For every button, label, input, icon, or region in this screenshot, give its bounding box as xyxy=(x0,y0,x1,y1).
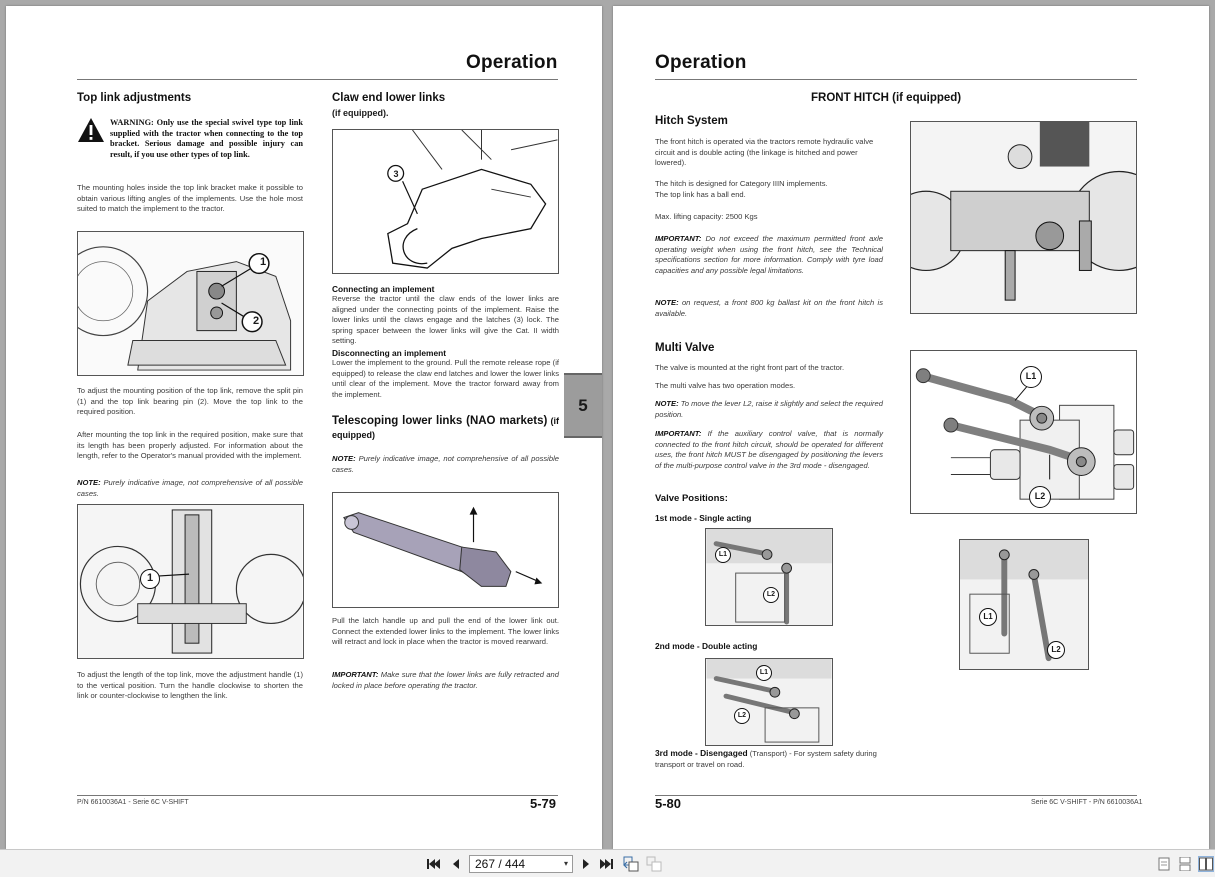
mode-3-description: (Transport) - For system safety during transport or travel on road. xyxy=(655,749,877,769)
important-text: If the auxiliary control valve, that is normally connected to the front hitch circuit, should be operated for different uses, the front hitch MUST be disengaged by positioning the levers of the multi-purpose control valve in the 3rd mode - disengaged. xyxy=(655,429,883,470)
note-text: on request, a front 800 kg ballast kit on the front hitch is available. xyxy=(655,298,883,318)
paragraph: Max. lifting capacity: 2500 Kgs xyxy=(655,212,758,221)
viewer-toolbar xyxy=(0,849,1215,877)
callout-3: 3 xyxy=(393,169,399,179)
section-title-multi-valve: Multi Valve xyxy=(655,342,715,354)
paragraph: Reverse the tractor until the claw ends of the lower links are aligned under the connecting points of the implement. Raise the lower links until the claws engage and the latches (3) lock. The spring spacer between the lower links will give the Cat. II width setting. xyxy=(332,294,559,346)
header-rule xyxy=(655,79,1137,80)
footer-rule xyxy=(655,795,1137,796)
callout-L1: L1 xyxy=(715,547,731,563)
note-text: To move the lever L2, raise it slightly and select the required position. xyxy=(655,399,883,419)
paragraph: The valve is mounted at the right front part of the tractor. xyxy=(655,363,845,372)
warning-icon xyxy=(77,117,105,143)
last-page-button[interactable] xyxy=(599,856,615,872)
important-text: Do not exceed the maximum permitted front axle operating weight when using the front hitch, see the Technical specifications section for more information. Comply with tyre load capacities and any possible legal limitations. xyxy=(655,234,883,275)
figure-mode-3 xyxy=(959,539,1089,670)
callout-L2: L2 xyxy=(1047,641,1065,659)
callout-1: 1 xyxy=(259,256,267,268)
callout-L2: L2 xyxy=(763,587,779,603)
go-forward-view-button[interactable] xyxy=(646,856,662,872)
telescoping-suffix: (if equipped) xyxy=(332,416,560,440)
paragraph: To adjust the mounting position of the top link, remove the split pin (1) and the top link bearing pin (2). Move the top link to the required position. xyxy=(77,386,303,417)
go-back-view-button[interactable] xyxy=(623,856,639,872)
note-label: NOTE: xyxy=(77,478,101,487)
page-header-title: Operation xyxy=(655,52,747,73)
callout-L1: L1 xyxy=(979,608,997,626)
prev-page-icon xyxy=(451,858,461,870)
note xyxy=(332,454,559,475)
important-note xyxy=(655,234,883,276)
section-title-telescoping xyxy=(332,414,559,442)
mode-3-text xyxy=(655,748,895,770)
previous-page-button[interactable] xyxy=(448,856,464,872)
callout-L1: L1 xyxy=(756,665,772,681)
note xyxy=(655,298,883,319)
page-5-80 xyxy=(613,6,1209,849)
important-note xyxy=(332,670,559,691)
page-number: 5-79 xyxy=(530,796,557,811)
subheading-disconnecting: Disconnecting an implement xyxy=(332,348,447,358)
note-label: NOTE: xyxy=(655,298,679,307)
mode-3-label: 3rd mode - Disengaged xyxy=(655,748,748,758)
figure-top-link-bracket xyxy=(77,231,304,376)
valve-positions-heading: Valve Positions: xyxy=(655,493,728,504)
single-page-icon xyxy=(1158,857,1170,871)
callout-1: 1 xyxy=(140,569,160,589)
two-page-view-button[interactable] xyxy=(1198,856,1214,872)
important-label: IMPORTANT: xyxy=(655,234,702,243)
paragraph: The multi valve has two operation modes. xyxy=(655,381,796,390)
page-header-title: Operation xyxy=(466,52,558,73)
section-title-hitch-system: Hitch System xyxy=(655,115,728,127)
paragraph: Lower the implement to the ground. Pull the remote release rope (if equipped) to release the claw end latches and lower the lower links until clear of the implement. Move the tractor forward away from the implement. xyxy=(332,358,559,399)
page-indicator: 267 / 444 xyxy=(475,857,526,871)
section-title-top-link: Top link adjustments xyxy=(77,92,192,104)
figure-mode-1 xyxy=(705,528,833,626)
figure-claw-end xyxy=(332,129,559,274)
paragraph: The front hitch is operated via the tractors remote hydraulic valve circuit and is double acting (the linkage is hitched and power lowered). xyxy=(655,137,874,168)
section-tab: 5 xyxy=(564,373,602,438)
paragraph: The hitch is designed for Category IIIN implements. xyxy=(655,179,828,188)
next-page-icon xyxy=(581,858,591,870)
continuous-view-button[interactable] xyxy=(1177,856,1193,872)
paragraph: The top link has a ball end. xyxy=(655,190,746,199)
figure-telescoping-link xyxy=(332,492,559,608)
callout-L2: L2 xyxy=(734,708,750,724)
figure-front-hitch xyxy=(910,121,1137,314)
chevron-down-icon: ▾ xyxy=(563,859,568,868)
two-page-icon xyxy=(1199,857,1213,871)
header-rule xyxy=(77,79,558,80)
important-text: Make sure that the lower links are fully retracted and locked in place before operating the tractor. xyxy=(332,670,559,690)
note-text: Purely indicative image, not comprehensive of all possible cases. xyxy=(77,478,303,498)
paragraph: The mounting holes inside the top link bracket make it possible to obtain various lifting angles of the implements. Use the hole most suited to match the implement to the tractor. xyxy=(77,183,303,214)
note xyxy=(77,478,303,499)
note-text: Purely indicative image, not comprehensive of all possible cases. xyxy=(332,454,559,474)
callout-L2: L2 xyxy=(1029,486,1051,508)
telescoping-title: Telescoping lower links (NAO markets) xyxy=(332,415,548,427)
note-label: NOTE: xyxy=(655,399,679,408)
note-label: NOTE: xyxy=(332,454,356,463)
continuous-page-icon xyxy=(1179,857,1191,871)
paragraph: Pull the latch handle up and pull the end of the lower link out. Connect the extended lower links to the implement. The lower links will retract and lock in place when the tractor is moved rearward. xyxy=(332,616,559,647)
first-page-icon xyxy=(426,858,440,870)
first-page-button[interactable] xyxy=(425,856,441,872)
figure-top-link-handle xyxy=(77,504,304,659)
next-page-button[interactable] xyxy=(578,856,594,872)
page-number-select[interactable] xyxy=(469,855,573,873)
footer-rule xyxy=(77,795,558,796)
front-hitch-title: FRONT HITCH (if equipped) xyxy=(811,92,962,104)
section-title-claw-end: Claw end lower links xyxy=(332,92,446,104)
footer-part-number: Serie 6C V-SHIFT - P/N 6610036A1 xyxy=(1031,799,1143,806)
important-label: IMPORTANT: xyxy=(655,429,702,438)
paragraph: To adjust the length of the top link, move the adjustment handle (1) to the vertical position. Turn the handle clockwise to shorten the link or counter-clockwise to lengthen the link. xyxy=(77,670,303,701)
section-subtitle: (if equipped). xyxy=(332,108,389,118)
next-view-icon xyxy=(646,856,662,872)
footer-part-number: P/N 6610036A1 - Serie 6C V-SHIFT xyxy=(77,799,189,806)
page-5-79 xyxy=(6,6,602,849)
important-label: IMPORTANT: xyxy=(332,670,379,679)
mode-1-label: 1st mode - Single acting xyxy=(655,513,752,523)
note xyxy=(655,399,883,420)
callout-L1: L1 xyxy=(1020,366,1042,388)
page-number: 5-80 xyxy=(655,796,682,811)
important-note xyxy=(655,429,883,471)
single-page-view-button[interactable] xyxy=(1156,856,1172,872)
mode-2-label: 2nd mode - Double acting xyxy=(655,641,758,651)
subheading-connecting: Connecting an implement xyxy=(332,284,435,294)
paragraph: After mounting the top link in the required position, make sure that its length has been properly adjusted. For information about the length, refer to the Operator's manual provided with the implement. xyxy=(77,430,303,461)
warning-text: WARNING: Only use the special swivel type top link supplied with the tractor when connecting to the top bracket. Serious damage and possible injury can result, if you use other types of top link. xyxy=(110,118,303,159)
last-page-icon xyxy=(600,858,614,870)
callout-2: 2 xyxy=(252,315,260,327)
previous-view-icon xyxy=(623,856,639,872)
